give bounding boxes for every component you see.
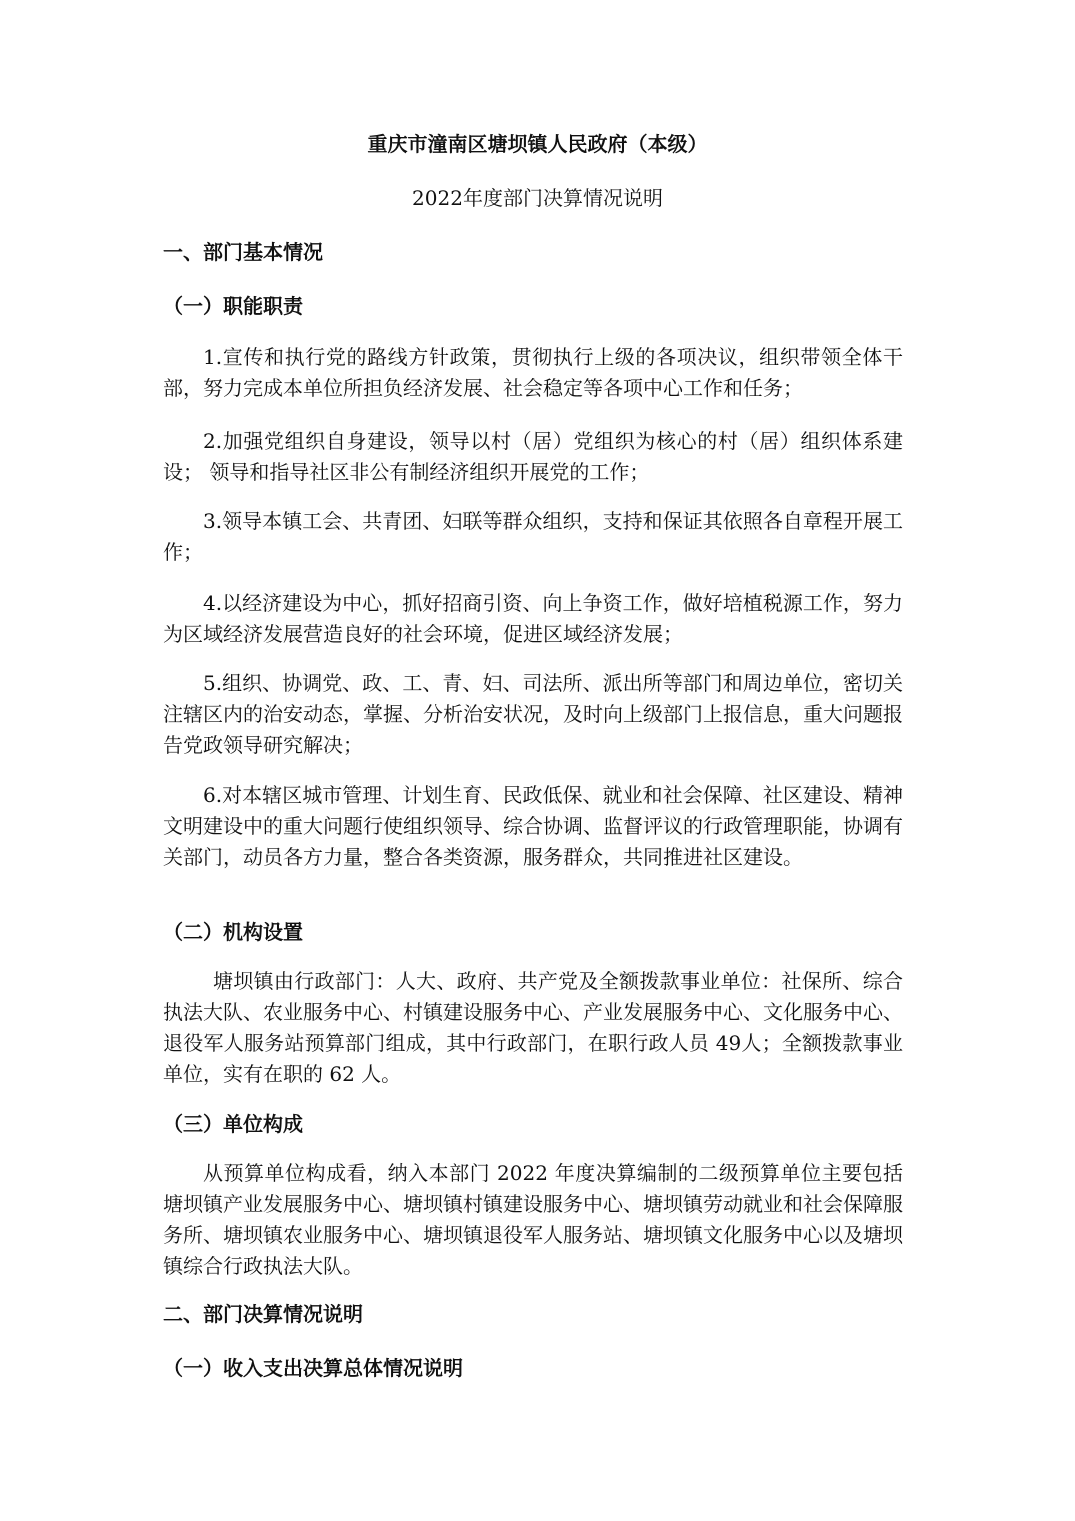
unit-composition-paragraph: 从预算单位构成看，纳入本部门 2022 年度决算编制的二级预算单位主要包括塘坝镇产业发展服务中心、塘坝镇村镇建设服务中心、塘坝镇劳动就业和社会保障服务所、塘坝镇农业服务中心、塘坝镇退役军人服务站、塘坝镇文化服务中心以及塘坝镇综合行政执法大队。 [163,1161,903,1278]
duty-item-3: 3.领导本镇工会、共青团、妇联等群众组织，支持和保证其依照各自章程开展工作； [163,509,903,564]
duty-item-1: 1.宣传和执行党的路线方针政策，贯彻执行上级的各项决议，组织带领全体干部，努力完成本单位所担负经济发展、社会稳定等各项中心工作和任务； [163,345,903,400]
subsection-heading-organization: （二）机构设置 [163,920,303,944]
organization-paragraph: 塘坝镇由行政部门：人大、政府、共产党及全额拨款事业单位：社保所、综合执法大队、农业服务中心、村镇建设服务中心、产业发展服务中心、文化服务中心、退役军人服务站预算部门组成，其中行政部门，在职行政人员 49人；全额拨款事业单位，实有在职的 62 人。 [163,969,903,1086]
subsection-heading-unit-composition: （三）单位构成 [163,1112,303,1136]
duty-item-4: 4.以经济建设为中心，抓好招商引资、向上争资工作，做好培植税源工作，努力为区域经济发展营造良好的社会环境，促进区域经济发展； [163,591,903,646]
subsection-heading-revenue-expenditure: （一）收入支出决算总体情况说明 [163,1356,463,1380]
section-heading-basic-info: 一、部门基本情况 [163,240,323,264]
duty-item-2: 2.加强党组织自身建设，领导以村（居）党组织为核心的村（居）组织体系建设； 领导和指导社区非公有制经济组织开展党的工作； [163,429,903,484]
section-heading-final-accounts: 二、部门决算情况说明 [163,1302,363,1326]
document-subtitle: 2022年度部门决算情况说明 [412,186,663,210]
document-title: 重庆市潼南区塘坝镇人民政府（本级） [367,132,708,156]
duty-item-5: 5.组织、协调党、政、工、青、妇、司法所、派出所等部门和周边单位，密切关注辖区内的治安动态，掌握、分析治安状况，及时向上级部门上报信息，重大问题报告党政领导研究解决； [163,671,903,757]
subsection-heading-duties: （一）职能职责 [163,294,303,318]
duty-item-6: 6.对本辖区城市管理、计划生育、民政低保、就业和社会保障、社区建设、精神文明建设中的重大问题行使组织领导、综合协调、监督评议的行政管理职能，协调有关部门，动员各方力量，整合各类资源，服务群众，共同推进社区建设。 [163,783,903,869]
